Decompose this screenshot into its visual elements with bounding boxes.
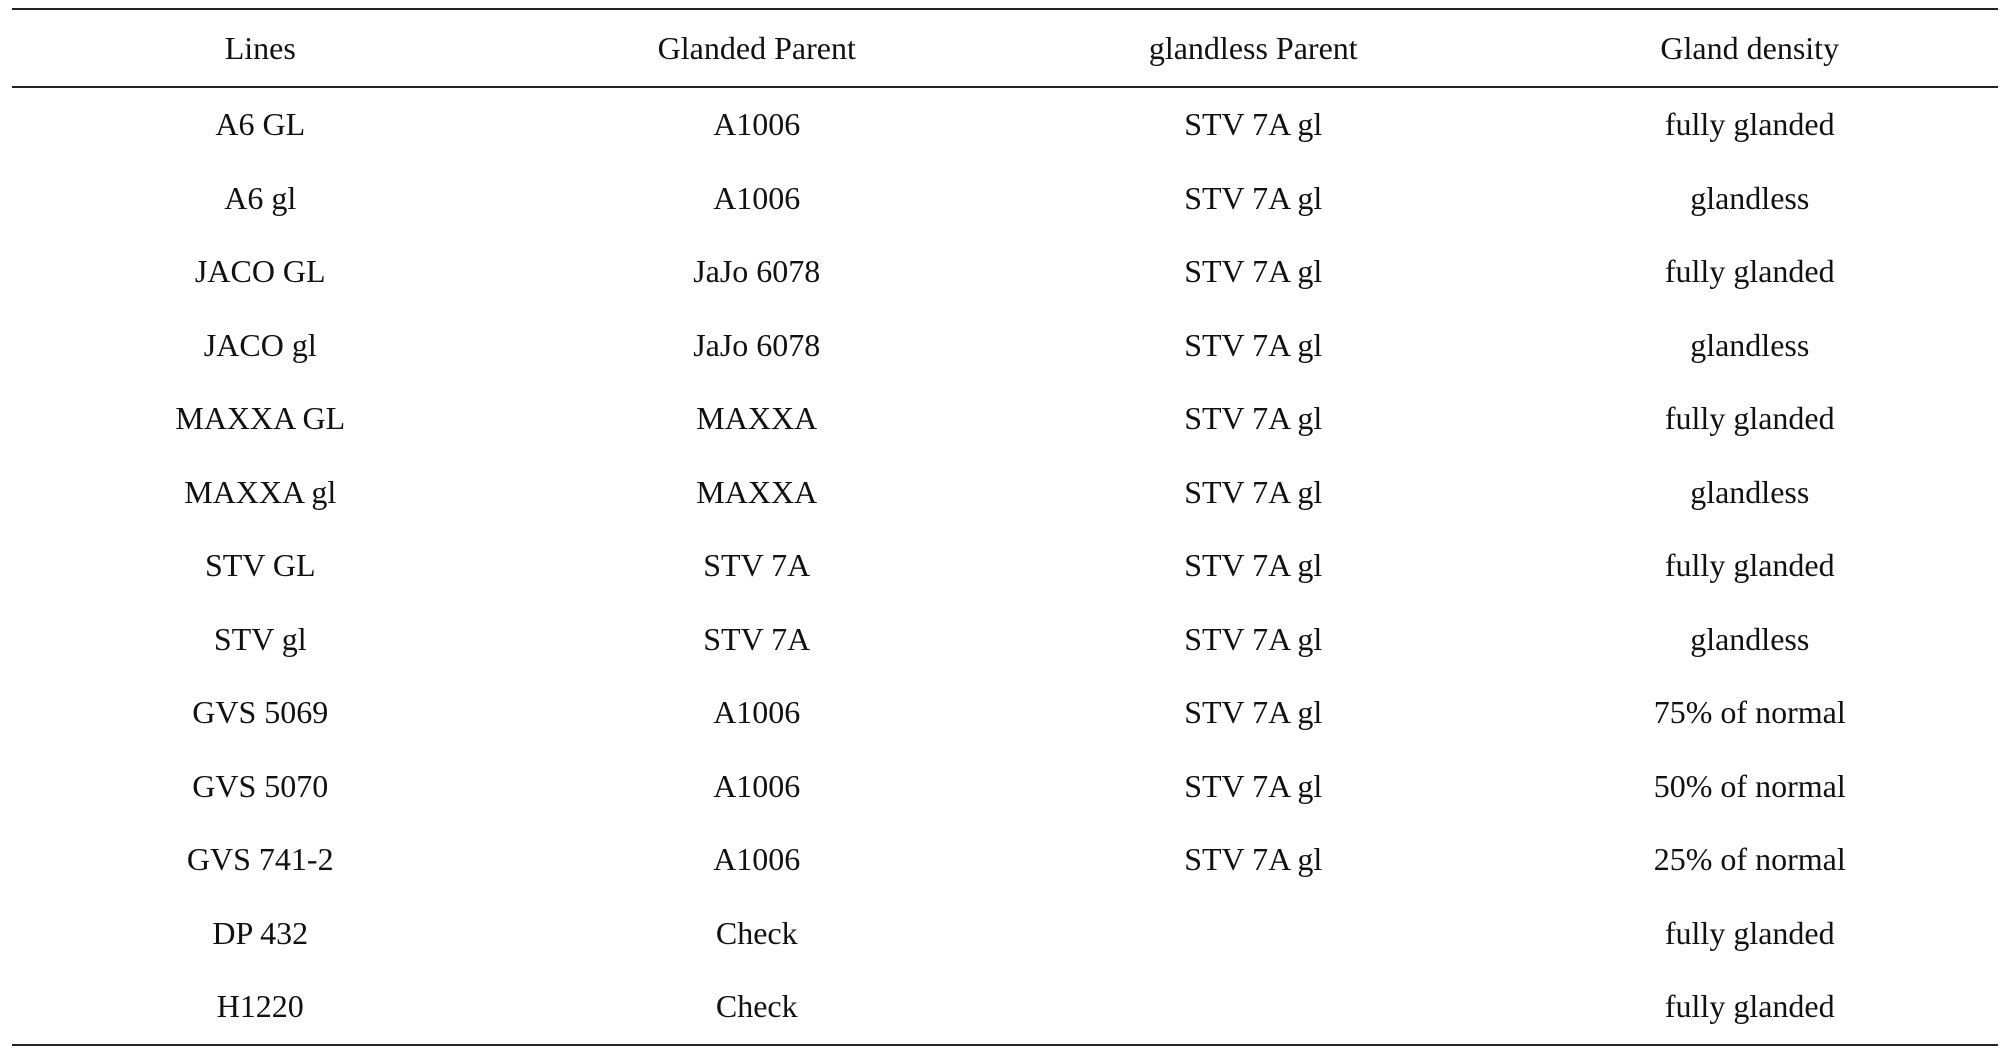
cell-lines: MAXXA gl xyxy=(184,473,337,510)
cell-glanded-parent: A1006 xyxy=(713,841,801,878)
cell-gland-density: glandless xyxy=(1690,179,1810,216)
table-row xyxy=(12,529,1998,603)
table-container xyxy=(12,8,1998,1046)
header-gland-density: Gland density xyxy=(1660,29,1840,66)
cell-glandless-parent: STV 7A gl xyxy=(1184,179,1323,216)
cell-glandless-parent xyxy=(1005,897,1502,971)
cell-glanded-parent: STV 7A xyxy=(703,547,811,584)
table-row xyxy=(12,382,1998,456)
cell-gland-density: 75% of normal xyxy=(1653,694,1846,731)
cell-lines: STV gl xyxy=(213,620,307,657)
cell-glandless-parent: STV 7A gl xyxy=(1184,400,1323,437)
header-glandless-parent: glandless Parent xyxy=(1148,29,1358,66)
cell-gland-density: glandless xyxy=(1690,473,1810,510)
table-row xyxy=(12,456,1998,530)
cell-lines: GVS 741-2 xyxy=(186,841,334,878)
cell-glandless-parent: STV 7A gl xyxy=(1184,767,1323,804)
cell-lines: H1220 xyxy=(216,988,304,1025)
cell-glandless-parent: STV 7A gl xyxy=(1184,694,1323,731)
cell-glanded-parent: STV 7A xyxy=(703,620,811,657)
table-row xyxy=(12,87,1998,162)
cell-lines: A6 gl xyxy=(224,179,297,216)
cell-glandless-parent: STV 7A gl xyxy=(1184,326,1323,363)
cell-gland-density: fully glanded xyxy=(1664,988,1835,1025)
cell-lines: DP 432 xyxy=(212,914,309,951)
table-row xyxy=(12,823,1998,897)
cell-glanded-parent: A1006 xyxy=(713,694,801,731)
table-header xyxy=(12,9,1998,87)
table-row xyxy=(12,897,1998,971)
table-row xyxy=(12,676,1998,750)
cell-gland-density: 50% of normal xyxy=(1653,767,1846,804)
cell-lines: GVS 5070 xyxy=(192,767,329,804)
cell-lines: STV GL xyxy=(204,547,316,584)
cell-gland-density: fully glanded xyxy=(1664,914,1835,951)
gland-lines-table xyxy=(12,8,1998,1046)
cell-glandless-parent: STV 7A gl xyxy=(1184,473,1323,510)
cell-gland-density: fully glanded xyxy=(1664,400,1835,437)
table-row xyxy=(12,603,1998,677)
cell-lines: JACO GL xyxy=(194,253,326,290)
cell-glanded-parent: Check xyxy=(715,914,798,951)
cell-glanded-parent: JaJo 6078 xyxy=(693,253,821,290)
cell-gland-density: fully glanded xyxy=(1664,547,1835,584)
cell-glanded-parent: MAXXA xyxy=(696,400,818,437)
table-row xyxy=(12,309,1998,383)
cell-gland-density: glandless xyxy=(1690,620,1810,657)
table-body xyxy=(12,87,1998,1045)
cell-lines: JACO gl xyxy=(203,326,317,363)
cell-gland-density: glandless xyxy=(1690,326,1810,363)
cell-glanded-parent: JaJo 6078 xyxy=(693,326,821,363)
cell-glanded-parent: MAXXA xyxy=(696,473,818,510)
header-row xyxy=(12,9,1998,87)
cell-glanded-parent: A1006 xyxy=(713,106,801,143)
header-glanded-parent: Glanded Parent xyxy=(657,29,856,66)
cell-glandless-parent: STV 7A gl xyxy=(1184,106,1323,143)
table-row xyxy=(12,750,1998,824)
cell-lines: GVS 5069 xyxy=(192,694,329,731)
cell-glandless-parent: STV 7A gl xyxy=(1184,253,1323,290)
cell-lines: A6 GL xyxy=(215,106,306,143)
cell-glandless-parent: STV 7A gl xyxy=(1184,620,1323,657)
cell-glanded-parent: Check xyxy=(715,988,798,1025)
cell-gland-density: 25% of normal xyxy=(1653,841,1846,878)
table-row xyxy=(12,162,1998,236)
cell-gland-density: fully glanded xyxy=(1664,253,1835,290)
cell-lines: MAXXA GL xyxy=(175,400,346,437)
cell-gland-density: fully glanded xyxy=(1664,106,1835,143)
cell-glandless-parent xyxy=(1005,970,1502,1045)
cell-glandless-parent: STV 7A gl xyxy=(1184,547,1323,584)
table-row xyxy=(12,970,1998,1045)
cell-glanded-parent: A1006 xyxy=(713,767,801,804)
table-row xyxy=(12,235,1998,309)
cell-glandless-parent: STV 7A gl xyxy=(1184,841,1323,878)
header-lines: Lines xyxy=(224,29,296,66)
cell-glanded-parent: A1006 xyxy=(713,179,801,216)
